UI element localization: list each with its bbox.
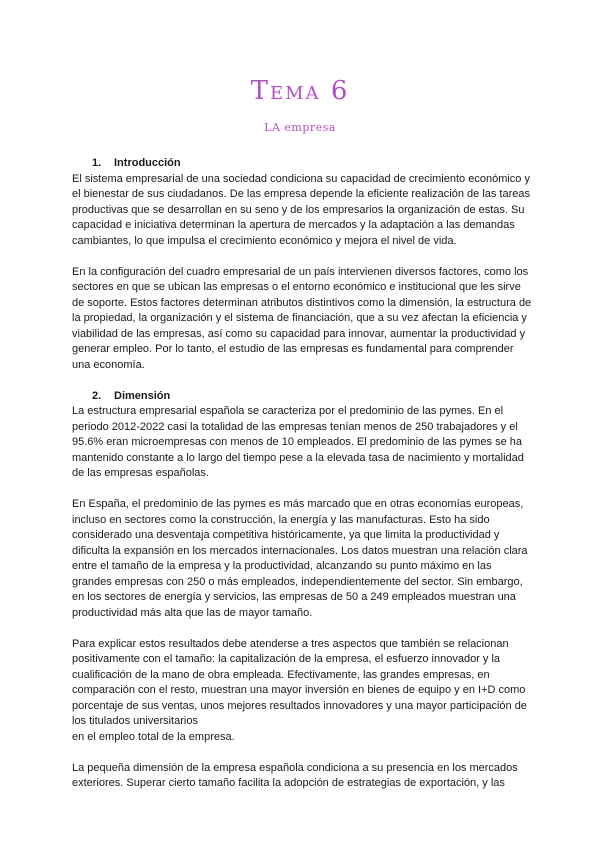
section-heading-introduccion <box>92 156 532 172</box>
section-title: Introducción <box>114 157 181 169</box>
paragraph: en el empleo total de la empresa. <box>72 730 235 743</box>
section-number: 1. <box>92 157 102 169</box>
document-body <box>72 156 532 807</box>
paragraph: En España, el predominio de las pymes es más marcado que en otras economías europeas, incluso en sectores como la construcción, la energía y las manufacturas. Esto ha sido considerado una desventaja competitiva históricamente, ya que limita la productividad y dificulta la expansión en los mercados internacionales. Los datos muestran una relación clara entre el tamaño de la empresa y la productividad, alcanzando su punto máximo en las grandes empresas con 250 o más empleados, independientemente del sector. Sin embargo, en los sectores de energía y servicios, las empresas de 50 a 249 empleados muestran una productividad más alta que las de mayor tamaño. <box>72 498 528 619</box>
page-title: Tema 6 <box>250 76 350 106</box>
page-subtitle: LA empresa <box>264 121 336 134</box>
section-heading-dimension <box>92 389 532 405</box>
paragraph: La estructura empresarial española se caracteriza por el predominio de las pymes. En el periodo 2012-2022 casi la totalidad de las empresas tenían menos de 250 trabajadores y el 95.6% eran microempresas con menos de 10 empleados. El predominio de las pymes se ha mantenido constante a lo largo del tiempo pese a la elevada tasa de nacimiento y mortalidad de las empresas españolas. <box>72 405 524 479</box>
paragraph: Para explicar estos resultados debe atenderse a tres aspectos que también se relacionan positivamente con el tamaño: la capitalización de la empresa, el esfuerzo innovador y la cualificación de la mano de obra empleada. Efectivamente, las grandes empresas, en comparación con el resto, muestran una mayor inversión en bienes de equipo y en I+D como porcentaje de sus ventas, unos mejores resultados innovadores y una mayor participación de los titulados universitarios <box>72 637 527 727</box>
paragraph: En la configuración del cuadro empresarial de un país intervienen diversos factores, como los sectores en que se ubican las empresas o el entorno económico e institucional que les sirve de soporte. Estos factores determinan atributos distintivos como la dimensión, la estructura de la propiedad, la organización y el sistema de financiación, que a su vez afectan la eficiencia y viabilidad de las empresas, así como su capacidad para innovar, aumentar la productividad y generar empleo. Por lo tanto, el estudio de las empresas es fundamental para comprender una economía. <box>72 265 532 371</box>
section-number: 2. <box>92 389 102 402</box>
section-title: Dimensión <box>114 389 171 402</box>
paragraph: La pequeña dimensión de la empresa española condiciona a su presencia en los mercados exteriores. Superar cierto tamaño facilita la adopción de estrategias de exportación, y las <box>72 761 518 789</box>
paragraph: El sistema empresarial de una sociedad condiciona su capacidad de crecimiento económico y el bienestar de sus ciudadanos. De las empresa depende la eficiente realización de las tareas productivas que se desarrollan en su seno y de los empresarios la organización de estas. Su capacidad e iniciativa determinan la apertura de mercados y la adaptación a las demandas cambiantes, lo que impulsa el crecimiento económico y mejora el nivel de vida. <box>72 172 531 247</box>
